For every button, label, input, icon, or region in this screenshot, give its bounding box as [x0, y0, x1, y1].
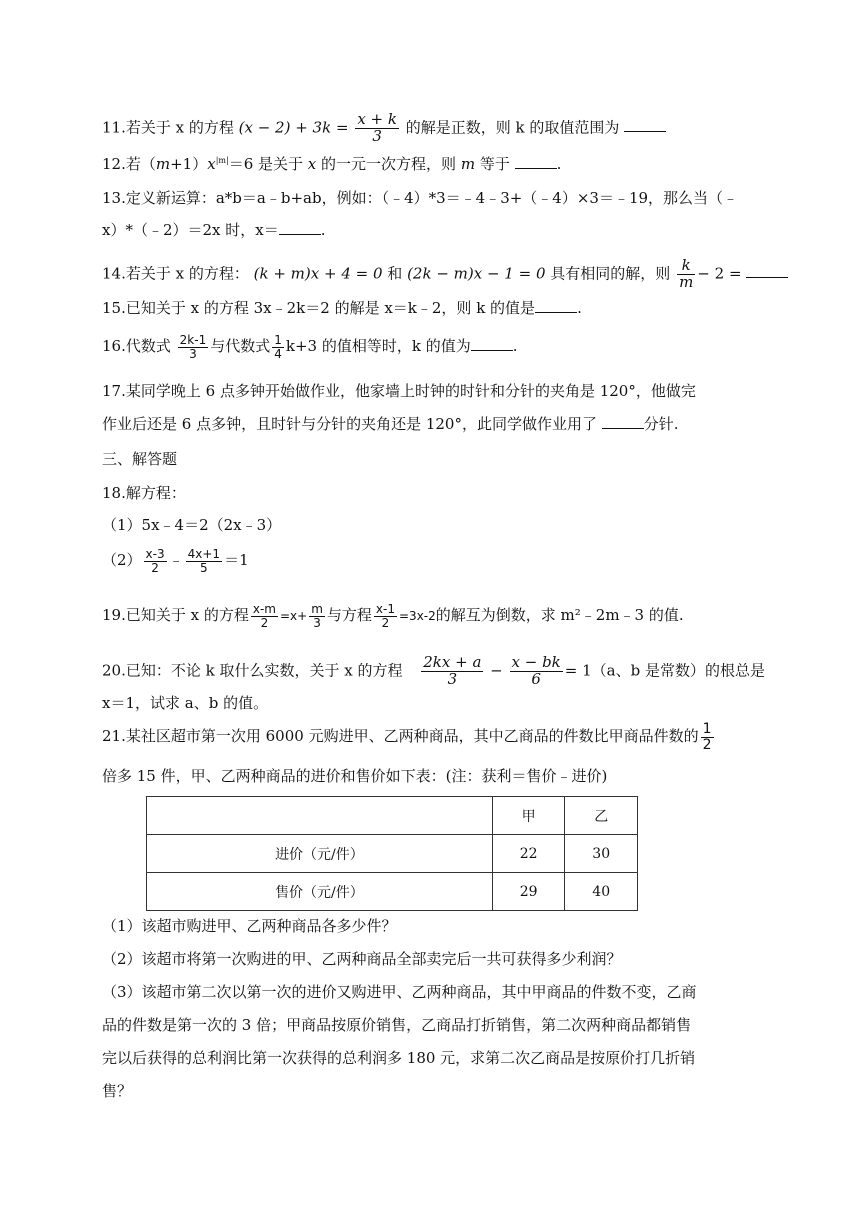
- variable: m: [460, 155, 476, 173]
- numerator: 1: [274, 333, 282, 347]
- question-17-cont: [102, 413, 679, 435]
- fraction: [355, 112, 399, 145]
- text: 等于: [479, 155, 510, 173]
- table-cell: 22: [492, 835, 565, 873]
- text: 已知：不论 k 取什么实数，关于 x 的方程: [125, 661, 403, 680]
- fraction: [178, 334, 209, 360]
- equation-1: (k + m)x + 4 = 0: [253, 264, 383, 283]
- question-21-part-2: （2）该超市将第一次购进的甲、乙两种商品全部卖完后一共可获得多少利润？: [102, 950, 622, 968]
- section-heading: 三、解答题: [102, 450, 178, 468]
- table-row: [147, 835, 638, 873]
- text: x）*（﹣2）＝2x 时，x＝: [102, 221, 279, 239]
- fraction: [421, 655, 483, 688]
- text: 和: [382, 264, 408, 283]
- variable: x: [307, 155, 317, 173]
- question-21: [102, 722, 716, 752]
- question-18-part-1: （1）5x﹣4＝2（2x﹣3）: [102, 516, 282, 534]
- answer-blank[interactable]: [471, 336, 513, 351]
- text: 具有相同的解，则: [545, 264, 671, 283]
- numerator: x-3: [145, 547, 165, 561]
- fraction: [144, 548, 167, 574]
- text: 与代数式: [210, 337, 271, 356]
- question-number: 12.: [102, 155, 126, 173]
- question-number: 19.: [102, 606, 126, 625]
- question-text: 若关于 x 的方程: [125, 118, 234, 137]
- question-number: 17.: [102, 382, 126, 400]
- question-number: 20.: [102, 661, 126, 680]
- period: .: [512, 337, 518, 356]
- question-number: 15.: [102, 299, 126, 317]
- text: = 1（a、b 是常数）的根总是: [564, 661, 765, 680]
- answer-blank[interactable]: [279, 220, 321, 235]
- question-17: [102, 380, 696, 402]
- numerator: 1: [702, 721, 712, 737]
- text: 若（: [125, 155, 156, 173]
- text: 某社区超市第一次用 6000 元购进甲、乙两种商品，其中乙商品的件数比甲商品件数的: [125, 727, 699, 746]
- denominator: 6: [531, 669, 541, 688]
- question-number: 14.: [102, 264, 126, 283]
- text: 与方程: [326, 606, 372, 625]
- question-text: 的解是正数，则 k 的取值范围为: [400, 118, 620, 137]
- table-header-row: [147, 797, 638, 835]
- exponent: |m|: [215, 156, 229, 165]
- question-20-cont: x＝1，试求 a、b 的值。: [102, 694, 269, 712]
- period: .: [556, 155, 562, 173]
- question-21-part-3: （3）该超市第二次以第一次的进价又购进甲、乙两种商品，其中甲商品的件数不变，乙商: [102, 983, 697, 1001]
- fraction: [272, 334, 284, 360]
- question-19: [102, 603, 684, 629]
- text: 已知关于 x 的方程: [125, 606, 249, 625]
- fraction: [510, 655, 563, 688]
- numerator: 2kx + a: [423, 653, 482, 671]
- answer-blank[interactable]: [535, 298, 577, 313]
- answer-blank[interactable]: [746, 263, 788, 278]
- numerator: x-m: [252, 602, 276, 616]
- answer-blank[interactable]: [602, 414, 644, 429]
- text: 某同学晚上 6 点多钟开始做作业，他家墙上时钟的时针和分针的夹角是 120°，他做完: [125, 382, 696, 400]
- question-13: [102, 187, 738, 209]
- fraction: [251, 603, 278, 629]
- denominator: 3: [189, 346, 197, 361]
- denominator: 3: [313, 615, 321, 630]
- question-21-part-1: （1）该超市购进甲、乙两种商品各多少件？: [102, 917, 397, 935]
- text: 作业后还是 6 点多钟，且时针与分针的夹角还是 120°，此同学做作业用了: [102, 415, 597, 433]
- variable: x: [207, 155, 216, 173]
- equation-lhs: (x − 2) + 3k =: [238, 118, 349, 137]
- table-cell: 29: [492, 873, 565, 911]
- text: ＝1: [224, 551, 249, 570]
- question-18: [102, 482, 186, 504]
- period: .: [320, 221, 326, 239]
- text: 已知关于 x 的方程 3x﹣2k＝2 的解是 x＝k﹣2，则 k 的值是: [125, 299, 536, 317]
- table-row: [147, 873, 638, 911]
- table-cell: 40: [565, 873, 638, 911]
- text: 的一元一次方程，则: [321, 155, 457, 173]
- text: 分针.: [643, 415, 679, 433]
- numerator: 2k-1: [179, 333, 207, 347]
- period: .: [577, 299, 582, 317]
- text: ＝6 是关于: [228, 155, 303, 173]
- denominator: 5: [200, 560, 208, 575]
- numerator: 4x+1: [187, 547, 221, 561]
- text: （2）: [102, 551, 142, 570]
- question-number: 11.: [102, 118, 126, 137]
- denominator: m: [679, 272, 694, 291]
- question-18-part-2: [102, 548, 249, 574]
- question-16: [102, 334, 517, 360]
- text: 定义新运算：a*b＝a﹣b+ab，例如：（﹣4）*3＝﹣4﹣3+（﹣4）×3＝﹣19，那么当（﹣: [125, 189, 739, 207]
- question-21-part-3-cont: 售？: [102, 1082, 133, 1100]
- denominator: 2: [381, 615, 390, 630]
- question-13-cont: [102, 219, 326, 241]
- answer-blank[interactable]: [515, 154, 557, 169]
- question-number: 13.: [102, 189, 126, 207]
- question-20: [102, 655, 765, 688]
- numerator: x-1: [375, 602, 395, 616]
- numerator: x − bk: [511, 653, 561, 671]
- denominator: 2: [151, 560, 159, 575]
- text: +1）: [170, 155, 208, 173]
- text: 若关于 x 的方程：: [125, 264, 249, 283]
- question-number: 21.: [102, 727, 126, 746]
- question-21-part-3-cont: 品的件数是第一次的 3 倍；甲商品按原价销售，乙商品打折销售，第二次两种商品都销售: [102, 1016, 692, 1034]
- fraction: [309, 603, 325, 629]
- table-header-cell: 甲: [492, 797, 565, 835]
- question-21-cont: 倍多 15 件，甲、乙两种商品的进价和售价如下表：(注：获利＝售价﹣进价): [102, 767, 608, 785]
- text: =x+: [279, 609, 308, 624]
- question-number: 16.: [102, 337, 126, 356]
- denominator: 3: [372, 126, 382, 145]
- text: − 2 =: [697, 264, 742, 283]
- table-cell: 售价（元/件）: [147, 873, 493, 911]
- text: k+3 的值相等时，k 的值为: [285, 337, 471, 356]
- question-21-part-3-cont: 完以后获得的总利润比第一次获得的总利润多 180 元，求第二次乙商品是按原价打几折销: [102, 1049, 696, 1067]
- numerator: x + k: [357, 110, 397, 128]
- fraction: [701, 722, 714, 752]
- fraction: [677, 258, 695, 291]
- question-number: 18.: [102, 484, 126, 502]
- table-header-cell: [147, 797, 493, 835]
- table-cell: 30: [565, 835, 638, 873]
- denominator: 2: [702, 736, 712, 753]
- question-11: [102, 112, 666, 145]
- answer-blank[interactable]: [624, 117, 666, 132]
- table-header-cell: 乙: [565, 797, 638, 835]
- text: ﹣: [168, 551, 184, 570]
- text: =3x-2: [399, 609, 436, 624]
- fraction: [186, 548, 222, 574]
- text: 的解互为倒数，求 m²﹣2m﹣3 的值.: [435, 606, 684, 625]
- question-15: [102, 297, 582, 319]
- denominator: 4: [274, 346, 282, 361]
- text: 解方程：: [125, 484, 186, 502]
- table-cell: 进价（元/件）: [147, 835, 493, 873]
- text: 代数式: [125, 337, 171, 356]
- price-table: [146, 796, 638, 911]
- numerator: m: [311, 602, 323, 616]
- question-12: [102, 150, 561, 175]
- numerator: k: [677, 258, 695, 275]
- variable: m: [155, 155, 171, 173]
- text: −: [485, 661, 508, 680]
- equation-2: (2k − m)x − 1 = 0: [407, 264, 546, 283]
- denominator: 2: [260, 615, 269, 630]
- denominator: 3: [447, 669, 458, 688]
- question-14: [102, 258, 788, 291]
- fraction: [374, 603, 397, 629]
